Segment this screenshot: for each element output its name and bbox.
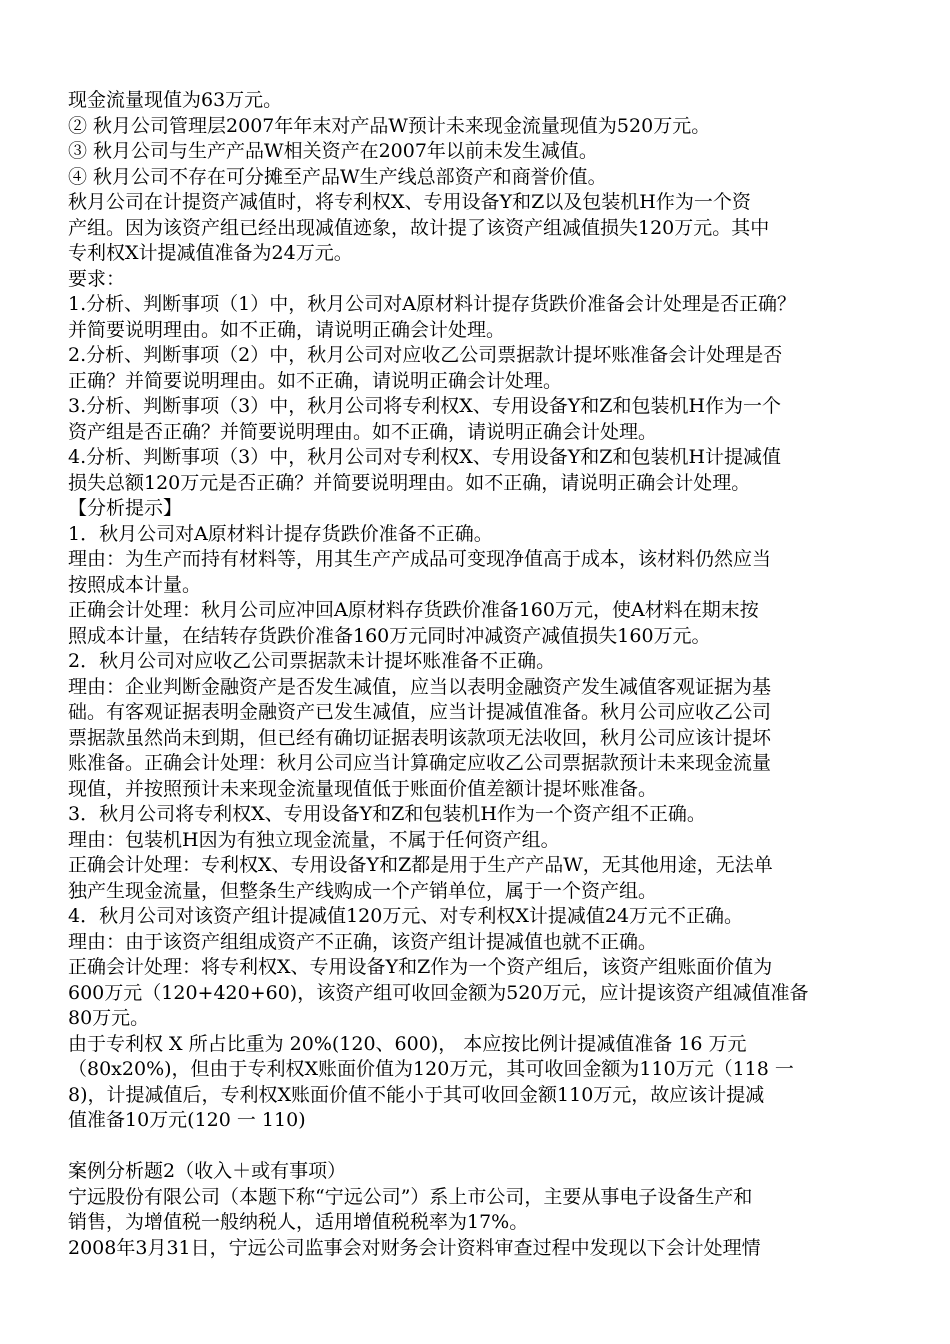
- text-line: 值准备10万元(120 一 110): [68, 1109, 306, 1131]
- analysis-item: 2．秋月公司对应收乙公司票据款未计提坏账准备不正确。: [68, 650, 556, 672]
- requirement-item: 并简要说明理由。如不正确，请说明正确会计处理。: [68, 318, 506, 341]
- text-line: 账准备。正确会计处理：秋月公司应当计算确定应收乙公司票据款预计未来现金流量: [68, 752, 772, 774]
- text-line: 现值，并按照预计未来现金流量现值低于账面价值差额计提坏账准备。: [68, 777, 658, 800]
- text-line: 8)，计提减值后，专利权X账面价值不能小于其可收回金额110万元，故应该计提减: [68, 1083, 765, 1106]
- requirement-item: 1.分析、判断事项（1）中，秋月公司对A原材料计提存货跌价准备会计处理是否正确？: [68, 293, 796, 315]
- text-line: 秋月公司在计提资产减值时，将专利权X、专用设备Y和Z以及包装机H作为一个资: [68, 191, 751, 213]
- document-page: [68, 88, 898, 1261]
- text-line: 销售，为增值税一般纳税人，适用增值税税率为17%。: [68, 1211, 529, 1233]
- text-line: ② 秋月公司管理层2007年年末对产品W预计未来现金流量现值为520万元。: [68, 114, 711, 137]
- analysis-item: 1．秋月公司对A原材料计提存货跌价准备不正确。: [68, 522, 493, 545]
- requirement-item: 2.分析、判断事项（2）中，秋月公司对应收乙公司票据款计提坏账准备会计处理是否: [68, 344, 783, 366]
- text-line: 照成本计量，在结转存货跌价准备160万元同时冲减资产减值损失160万元。: [68, 624, 711, 647]
- requirements-heading: 要求：: [68, 267, 126, 290]
- text-line: 专利权X计提减值准备为24万元。: [68, 242, 353, 264]
- requirement-item: 损失总额120万元是否正确？并简要说明理由。如不正确，请说明正确会计处理。: [68, 471, 751, 494]
- text-line: 由于专利权 X 所占比重为 20%(120、600)， 本应按比例计提减值准备 16 万元: [68, 1032, 747, 1055]
- text-line: 600万元（120+420+60)，该资产组可收回金额为520万元，应计提该资产组减值准备: [68, 981, 809, 1004]
- text-line: 产组。因为该资产组已经出现减值迹象，故计提了该资产组减值损失120万元。其中: [68, 216, 770, 239]
- text-line: 理由：由于该资产组组成资产不正确，该资产组计提减值也就不正确。: [68, 930, 658, 953]
- text-line: 正确会计处理：秋月公司应冲回A原材料存货跌价准备160万元，使A材料在期末按: [68, 599, 759, 621]
- analysis-item: 4．秋月公司对该资产组计提减值120万元、对专利权X计提减值24万元不正确。: [68, 905, 744, 927]
- analysis-item: 3．秋月公司将专利权X、专用设备Y和Z和包装机H作为一个资产组不正确。: [68, 803, 706, 825]
- text-line: 票据款虽然尚未到期，但已经有确切证据表明该款项无法收回，秋月公司应该计提坏: [68, 726, 772, 749]
- text-line: 正确会计处理：专利权X、专用设备Y和Z都是用于生产产品W，无其他用途，无法单: [68, 854, 773, 876]
- text-line: 理由：为生产而持有材料等，用其生产产成品可变现净值高于成本，该材料仍然应当: [68, 548, 772, 570]
- text-line: 按照成本计量。: [68, 573, 202, 596]
- text-line: 2008年3月31日，宁远公司监事会对财务会计资料审查过程中发现以下会计处理情: [68, 1236, 761, 1259]
- analysis-heading: 【分析提示】: [68, 497, 183, 519]
- requirement-item: 资产组是否正确？并简要说明理由。如不正确，请说明正确会计处理。: [68, 420, 658, 443]
- case-title: 案例分析题2（收入＋或有事项）: [68, 1160, 347, 1182]
- blank-line: [68, 1134, 898, 1160]
- text-line: 础。有客观证据表明金融资产已发生减值，应当计提减值准备。秋月公司应收乙公司: [68, 701, 772, 723]
- text-line: 宁远股份有限公司（本题下称“宁远公司”）系上市公司，主要从事电子设备生产和: [68, 1185, 753, 1208]
- text-line: 理由：包装机H因为有独立现金流量，不属于任何资产组。: [68, 828, 560, 851]
- requirement-item: 3.分析、判断事项（3）中，秋月公司将专利权X、专用设备Y和Z和包装机H作为一个: [68, 395, 782, 417]
- text-line: ④ 秋月公司不存在可分摊至产品W生产线总部资产和商誉价值。: [68, 165, 607, 188]
- requirement-item: 4.分析、判断事项（3）中，秋月公司对专利权X、专用设备Y和Z和包装机H计提减值: [68, 446, 782, 468]
- text-line: 理由：企业判断金融资产是否发生减值，应当以表明金融资产发生减值客观证据为基: [68, 675, 772, 698]
- text-line: 现金流量现值为63万元。: [68, 89, 283, 111]
- text-line: （80x20%)，但由于专利权X账面价值为120万元，其可收回金额为110万元（118 一: [68, 1058, 794, 1080]
- text-line: ③ 秋月公司与生产产品W相关资产在2007年以前未发生减值。: [68, 140, 598, 162]
- requirement-item: 正确？并简要说明理由。如不正确，请说明正确会计处理。: [68, 369, 563, 392]
- text-line: 正确会计处理：将专利权X、专用设备Y和Z作为一个资产组后，该资产组账面价值为: [68, 956, 773, 978]
- text-line: 独产生现金流量，但整条生产线购成一个产销单位，属于一个资产组。: [68, 879, 658, 902]
- text-line: 80万元。: [68, 1007, 150, 1029]
